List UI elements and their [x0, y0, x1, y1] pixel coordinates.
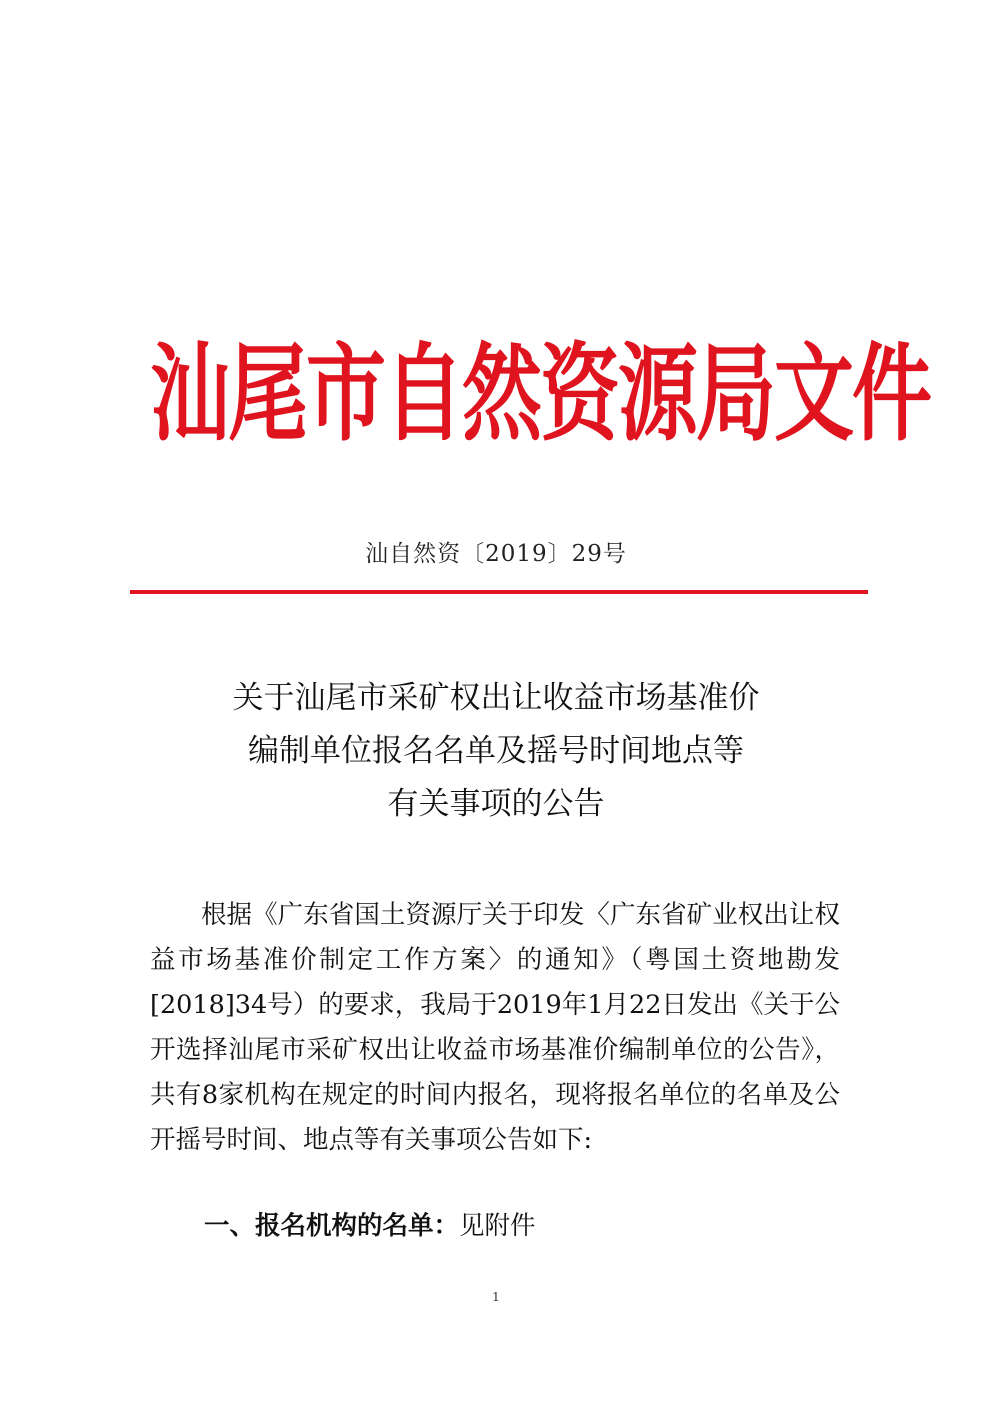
notice-title-line-1: 关于汕尾市采矿权出让收益市场基准价	[232, 680, 760, 716]
section-1-content: 见附件	[459, 1211, 536, 1241]
notice-title-line-2: 编制单位报名名单及摇号时间地点等	[248, 733, 744, 769]
notice-title-line-3: 有关事项的公告	[387, 786, 605, 822]
body-paragraph-1: 根据《广东省国土资源厅关于印发〈广东省矿业权出让权益市场基准价制定工作方案〉的通知》（粤国土资地勘发[2018]34号）的要求，我局于2019年1月22日发出《关于公开选择汕尾市采矿权出让收益市场基准价编制单位的公告》，共有8家机构在规定的时间内报名，现将报名单位的名单及公开摇号时间、地点等有关事项公告如下:	[150, 900, 840, 1155]
red-separator-line	[130, 590, 868, 594]
body-text	[150, 893, 840, 1163]
document-number: 汕自然资〔2019〕29号	[365, 541, 627, 567]
page-number: 1	[492, 1290, 500, 1304]
section-1	[204, 1204, 536, 1249]
issuer-title: 汕尾市自然资源局文件	[150, 332, 930, 456]
section-1-heading: 一、报名机构的名单：	[204, 1211, 460, 1241]
notice-title	[120, 672, 872, 831]
